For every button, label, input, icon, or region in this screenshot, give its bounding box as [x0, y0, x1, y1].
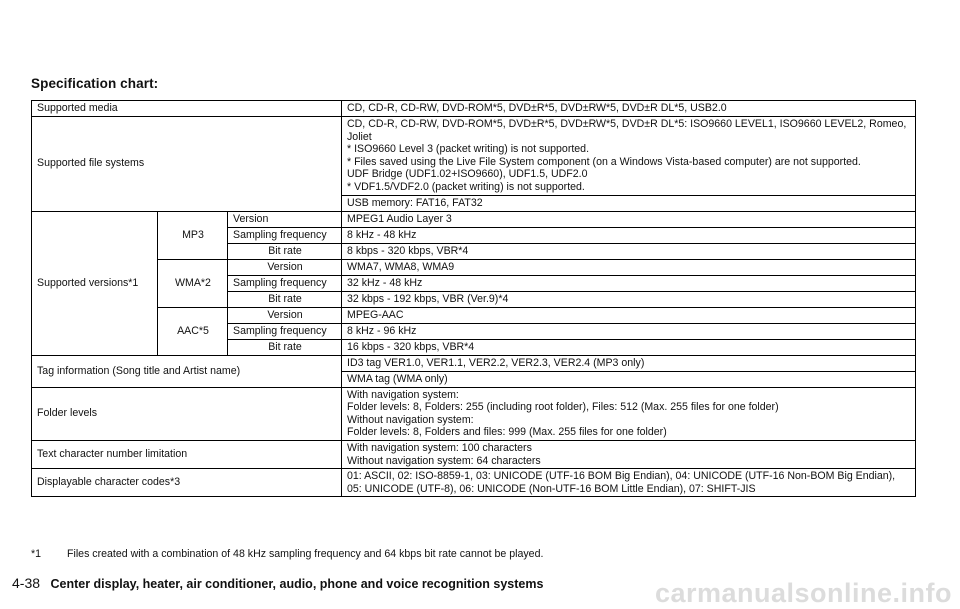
supported-media-label: Supported media: [32, 101, 342, 117]
page-number: 4-38: [12, 575, 41, 591]
mp3-sampling-value: 8 kHz - 48 kHz: [342, 227, 916, 243]
table-row: [32, 387, 916, 440]
bit-rate-label: Bit rate: [228, 339, 342, 355]
file-systems-disc-value: CD, CD-R, CD-RW, DVD-ROM*5, DVD±R*5, DVD±RW*5, DVD±R DL*5: ISO9660 LEVEL1, ISO9660 LEVEL2, Romeo, Joliet * ISO9660 Level 3 (packet writing) is not supported. * Files saved using the Live File System component (on a Windows Vista-based computer) are not supported. UDF Bridge (UDF1.02+ISO9660), UDF1.5, UDF2.0 * VDF1.5/VDF2.0 (packet writing) is not supported.: [342, 117, 916, 196]
table-row: [32, 307, 916, 323]
table-row: [32, 259, 916, 275]
character-codes-value: 01: ASCII, 02: ISO-8859-1, 03: UNICODE (UTF-16 BOM Big Endian), 04: UNICODE (UTF-16 Non-BOM Big Endian), 05: UNICODE (UTF-8), 06: UNICODE (Non-UTF-16 BOM Little Endian), 07: SHIFT-JIS: [342, 469, 916, 497]
mp3-version-value: MPEG1 Audio Layer 3: [342, 211, 916, 227]
version-label: Version: [228, 259, 342, 275]
bit-rate-label: Bit rate: [228, 291, 342, 307]
file-systems-usb-value: USB memory: FAT16, FAT32: [342, 195, 916, 211]
table-row: [32, 211, 916, 227]
section-title: Center display, heater, air conditioner, audio, phone and voice recognition systems: [50, 577, 544, 591]
wma-bitrate-value: 32 kbps - 192 kbps, VBR (Ver.9)*4: [342, 291, 916, 307]
sampling-frequency-label: Sampling frequency: [228, 227, 342, 243]
aac-bitrate-value: 16 kbps - 320 kbps, VBR*4: [342, 339, 916, 355]
footnote-mark: *1: [31, 548, 42, 560]
version-label: Version: [228, 211, 342, 227]
text-limit-label: Text character number limitation: [32, 440, 342, 468]
file-systems-label: Supported file systems: [32, 117, 342, 212]
aac-version-value: MPEG-AAC: [342, 307, 916, 323]
tag-wma-value: WMA tag (WMA only): [342, 371, 916, 387]
format-aac: AAC*5: [158, 307, 228, 355]
mp3-bitrate-value: 8 kbps - 320 kbps, VBR*4: [342, 243, 916, 259]
character-codes-label: Displayable character codes*3: [32, 469, 342, 497]
table-row: [32, 469, 916, 497]
wma-sampling-value: 32 kHz - 48 kHz: [342, 275, 916, 291]
footnote: [31, 548, 543, 560]
folder-levels-value: With navigation system: Folder levels: 8, Folders: 255 (including root folder), Files: 512 (Max. 255 files for one folder) Without navigation system: Folder levels: 8, Folders and files: 999 (Max. 255 files for one folder): [342, 387, 916, 440]
bit-rate-label: Bit rate: [228, 243, 342, 259]
version-label: Version: [228, 307, 342, 323]
sampling-frequency-label: Sampling frequency: [228, 323, 342, 339]
format-mp3: MP3: [158, 211, 228, 259]
tag-id3-value: ID3 tag VER1.0, VER1.1, VER2.2, VER2.3, VER2.4 (MP3 only): [342, 355, 916, 371]
page-footer: [12, 575, 543, 593]
table-row: [32, 117, 916, 196]
table-row: [32, 355, 916, 371]
tag-information-label: Tag information (Song title and Artist name): [32, 355, 342, 387]
supported-versions-label: Supported versions*1: [32, 211, 158, 355]
specification-table: [31, 100, 916, 497]
page-heading: Specification chart:: [31, 76, 159, 91]
format-wma: WMA*2: [158, 259, 228, 307]
aac-sampling-value: 8 kHz - 96 kHz: [342, 323, 916, 339]
text-limit-value: With navigation system: 100 characters Without navigation system: 64 characters: [342, 440, 916, 468]
table-row: [32, 440, 916, 468]
wma-version-value: WMA7, WMA8, WMA9: [342, 259, 916, 275]
sampling-frequency-label: Sampling frequency: [228, 275, 342, 291]
footnote-text: Files created with a combination of 48 kHz sampling frequency and 64 kbps bit rate cannot be played.: [67, 548, 544, 560]
supported-media-value: CD, CD-R, CD-RW, DVD-ROM*5, DVD±R*5, DVD±RW*5, DVD±R DL*5, USB2.0: [342, 101, 916, 117]
folder-levels-label: Folder levels: [32, 387, 342, 440]
table-row: [32, 101, 916, 117]
watermark: carmanualsonline.info: [654, 578, 952, 608]
